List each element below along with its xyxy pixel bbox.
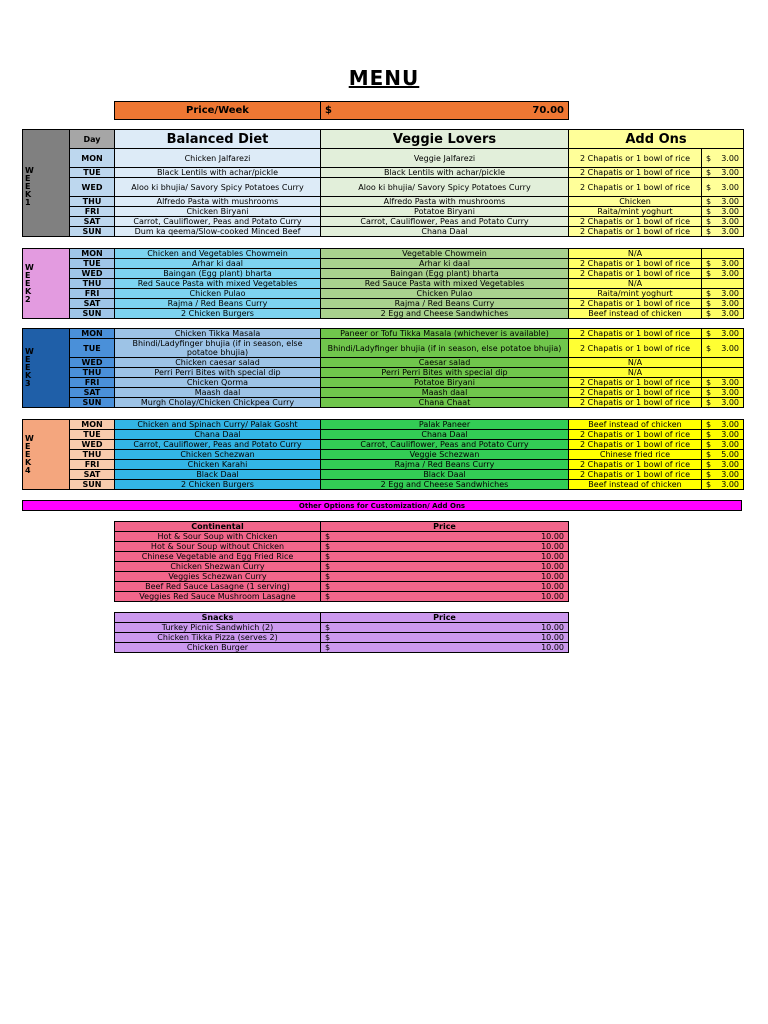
veggie-lovers-cell: Chicken Pulao [321, 289, 569, 299]
amount: 3.00 [721, 343, 739, 353]
price-currency: $ [325, 105, 332, 116]
options-row [115, 562, 569, 572]
add-on-price-cell [702, 289, 744, 299]
week-label-cell [23, 130, 70, 237]
option-price [321, 582, 569, 592]
menu-row [23, 309, 744, 319]
add-on-cell: 2 Chapatis or 1 bowl of rice [569, 440, 702, 450]
amount: 3.00 [721, 309, 739, 318]
add-on-cell: 2 Chapatis or 1 bowl of rice [569, 269, 702, 279]
options-row [115, 623, 569, 633]
option-name: Veggies Schezwan Curry [115, 572, 321, 582]
amount: 3.00 [721, 227, 739, 236]
menu-row [23, 430, 744, 440]
veggie-lovers-cell: Arhar ki daal [321, 259, 569, 269]
balanced-diet-cell: Dum ka qeema/Slow-cooked Minced Beef [115, 227, 321, 237]
amount: 3.00 [721, 269, 739, 278]
week-label: W E E K 2 [25, 262, 34, 304]
veggie-lovers-cell: Potatoe Biryani [321, 207, 569, 217]
balanced-diet-cell: Murgh Cholay/Chicken Chickpea Curry [115, 398, 321, 408]
veggie-lovers-cell: Aloo ki bhujia/ Savory Spicy Potatoes Curry [321, 178, 569, 197]
day-cell: FRI [70, 378, 115, 388]
veggie-lovers-cell: Caesar salad [321, 358, 569, 368]
veggie-lovers-cell: Alfredo Pasta with mushrooms [321, 197, 569, 207]
menu-row [23, 299, 744, 309]
veggie-lovers-cell: Paneer or Tofu Tikka Masala (whichever is available) [321, 329, 569, 339]
option-price [321, 532, 569, 542]
currency: $ [706, 227, 712, 236]
amount: 3.00 [721, 299, 739, 308]
amount: 10.00 [541, 623, 564, 632]
amount: 3.00 [721, 168, 739, 177]
balanced-diet-cell: Arhar ki daal [115, 259, 321, 269]
add-on-price-cell [702, 470, 744, 480]
menu-row [23, 227, 744, 237]
add-on-price-cell [702, 440, 744, 450]
add-on-cell: 2 Chapatis or 1 bowl of rice [569, 227, 702, 237]
option-price [321, 572, 569, 582]
veggie-lovers-cell: Perri Perri Bites with special dip [321, 368, 569, 378]
amount: 10.00 [541, 542, 564, 551]
currency: $ [325, 552, 331, 561]
currency: $ [706, 259, 712, 268]
currency: $ [325, 542, 331, 551]
menu-row [23, 168, 744, 178]
week-table [22, 328, 744, 408]
week-label-cell [23, 329, 70, 408]
other-options-banner: Other Options for Customization/ Add Ons [22, 500, 742, 511]
amount: 10.00 [541, 592, 564, 601]
menu-row [23, 279, 744, 289]
day-cell: SUN [70, 309, 115, 319]
veggie-lovers-cell: Bhindi/Ladyfinger bhujia (if in season, else potatoe bhujia) [321, 339, 569, 358]
option-name: Hot & Sour Soup without Chicken [115, 542, 321, 552]
currency: $ [706, 480, 712, 489]
add-on-cell: Beef instead of chicken [569, 420, 702, 430]
add-on-price-cell [702, 460, 744, 470]
currency: $ [706, 168, 712, 177]
day-cell: THU [70, 197, 115, 207]
balanced-diet-cell: 2 Chicken Burgers [115, 480, 321, 490]
currency: $ [706, 182, 712, 192]
add-on-cell: N/A [569, 358, 702, 368]
day-cell: SAT [70, 217, 115, 227]
option-price [321, 623, 569, 633]
day-cell: WED [70, 269, 115, 279]
add-on-cell: N/A [569, 368, 702, 378]
add-on-cell: 2 Chapatis or 1 bowl of rice [569, 398, 702, 408]
amount: 3.00 [721, 460, 739, 469]
veggie-lovers-cell: Rajma / Red Beans Curry [321, 299, 569, 309]
week-label: W E E K 4 [25, 433, 34, 475]
day-cell: SAT [70, 299, 115, 309]
week-label-cell [23, 249, 70, 319]
amount: 3.00 [721, 420, 739, 429]
amount: 3.00 [721, 289, 739, 298]
add-on-price-cell [702, 450, 744, 460]
amount: 3.00 [721, 217, 739, 226]
amount: 3.00 [721, 259, 739, 268]
amount: 3.00 [721, 207, 739, 216]
options-name-header: Snacks [115, 613, 321, 623]
balanced-diet-cell: Rajma / Red Beans Curry [115, 299, 321, 309]
balanced-diet-cell: Chicken and Vegetables Chowmein [115, 249, 321, 259]
add-on-price-cell [702, 299, 744, 309]
add-on-cell: 2 Chapatis or 1 bowl of rice [569, 378, 702, 388]
currency: $ [706, 470, 712, 479]
week-label: W E E K 1 [25, 166, 34, 207]
currency: $ [706, 289, 712, 298]
menu-row [23, 259, 744, 269]
add-on-price-cell [702, 259, 744, 269]
add-ons-header: Add Ons [569, 130, 744, 149]
currency: $ [706, 217, 712, 226]
balanced-diet-header: Balanced Diet [115, 130, 321, 149]
veggie-lovers-cell: Carrot, Cauliflower, Peas and Potato Curry [321, 440, 569, 450]
balanced-diet-cell: Chicken Qorma [115, 378, 321, 388]
menu-row [23, 460, 744, 470]
menu-row [23, 420, 744, 430]
currency: $ [706, 299, 712, 308]
amount: 3.00 [721, 197, 739, 206]
veggie-lovers-cell: 2 Egg and Cheese Sandwhiches [321, 309, 569, 319]
currency: $ [325, 623, 331, 632]
veggie-lovers-cell: Carrot, Cauliflower, Peas and Potato Curry [321, 217, 569, 227]
amount: 10.00 [541, 633, 564, 642]
add-on-cell: 2 Chapatis or 1 bowl of rice [569, 460, 702, 470]
add-on-price-cell [702, 339, 744, 358]
options-name-header: Continental [115, 522, 321, 532]
currency: $ [325, 633, 331, 642]
option-price [321, 562, 569, 572]
option-name: Chinese Vegetable and Egg Fried Rice [115, 552, 321, 562]
veggie-lovers-cell: Chana Chaat [321, 398, 569, 408]
day-header: Day [70, 130, 115, 149]
add-on-price-cell [702, 279, 744, 289]
veggie-lovers-cell: Veggie Jalfarezi [321, 149, 569, 168]
menu-row [23, 217, 744, 227]
day-cell: THU [70, 450, 115, 460]
day-cell: SUN [70, 227, 115, 237]
currency: $ [706, 450, 712, 459]
amount: 3.00 [721, 398, 739, 407]
week-label-cell [23, 420, 70, 490]
menu-row [23, 398, 744, 408]
add-on-price-cell [702, 309, 744, 319]
options-row [115, 572, 569, 582]
veggie-lovers-cell: Chana Daal [321, 430, 569, 440]
currency: $ [706, 269, 712, 278]
menu-row [23, 470, 744, 480]
balanced-diet-cell: Chicken caesar salad [115, 358, 321, 368]
currency: $ [706, 430, 712, 439]
balanced-diet-cell: Black Daal [115, 470, 321, 480]
add-on-price-cell [702, 149, 744, 168]
currency: $ [706, 378, 712, 387]
add-on-cell: 2 Chapatis or 1 bowl of rice [569, 259, 702, 269]
add-on-cell: 2 Chapatis or 1 bowl of rice [569, 168, 702, 178]
day-cell: THU [70, 368, 115, 378]
amount: 10.00 [541, 552, 564, 561]
amount: 3.00 [721, 182, 739, 192]
menu-row [23, 249, 744, 259]
day-cell: THU [70, 279, 115, 289]
balanced-diet-cell: Chicken Jalfarezi [115, 149, 321, 168]
option-price [321, 643, 569, 653]
amount: 3.00 [721, 329, 739, 338]
amount: 3.00 [721, 153, 739, 163]
day-cell: WED [70, 178, 115, 197]
currency: $ [325, 592, 331, 601]
options-header-row [115, 522, 569, 532]
currency: $ [706, 207, 712, 216]
add-on-price-cell [702, 480, 744, 490]
balanced-diet-cell: Red Sauce Pasta with mixed Vegetables [115, 279, 321, 289]
veggie-lovers-cell: Veggie Schezwan [321, 450, 569, 460]
option-name: Chicken Burger [115, 643, 321, 653]
add-on-cell: 2 Chapatis or 1 bowl of rice [569, 149, 702, 168]
veggie-lovers-cell: Rajma / Red Beans Curry [321, 460, 569, 470]
currency: $ [706, 197, 712, 206]
week-table [22, 248, 744, 319]
menu-row [23, 269, 744, 279]
add-on-cell: 2 Chapatis or 1 bowl of rice [569, 178, 702, 197]
option-price [321, 542, 569, 552]
option-name: Hot & Sour Soup with Chicken [115, 532, 321, 542]
option-name: Veggies Red Sauce Mushroom Lasagne [115, 592, 321, 602]
options-row [115, 592, 569, 602]
balanced-diet-cell: Baingan (Egg plant) bharta [115, 269, 321, 279]
add-on-price-cell [702, 358, 744, 368]
amount: 10.00 [541, 562, 564, 571]
add-on-price-cell [702, 398, 744, 408]
amount: 10.00 [541, 582, 564, 591]
add-on-price-cell [702, 168, 744, 178]
option-price [321, 592, 569, 602]
veggie-lovers-cell: Baingan (Egg plant) bharta [321, 269, 569, 279]
balanced-diet-cell: Maash daal [115, 388, 321, 398]
day-cell: TUE [70, 259, 115, 269]
currency: $ [706, 460, 712, 469]
option-name: Turkey Picnic Sandwhich (2) [115, 623, 321, 633]
currency: $ [325, 572, 331, 581]
menu-row [23, 480, 744, 490]
menu-row [23, 207, 744, 217]
price-week-value [321, 102, 569, 120]
day-cell: SUN [70, 398, 115, 408]
currency: $ [706, 388, 712, 397]
veggie-lovers-cell: Maash daal [321, 388, 569, 398]
options-row [115, 552, 569, 562]
menu-row [23, 329, 744, 339]
price-week-label: Price/Week [115, 102, 321, 120]
options-row [115, 542, 569, 552]
menu-row [23, 368, 744, 378]
day-cell: SAT [70, 470, 115, 480]
balanced-diet-cell: Chicken Schezwan [115, 450, 321, 460]
balanced-diet-cell: Chana Daal [115, 430, 321, 440]
day-cell: SAT [70, 388, 115, 398]
menu-row [23, 378, 744, 388]
header-row [23, 130, 744, 149]
day-cell: FRI [70, 207, 115, 217]
day-cell: WED [70, 440, 115, 450]
day-cell: WED [70, 358, 115, 368]
balanced-diet-cell: Bhindi/Ladyfinger bhujia (if in season, else potatoe bhujia) [115, 339, 321, 358]
continental-table [114, 521, 569, 602]
amount: 3.00 [721, 480, 739, 489]
week-label: W E E K 3 [25, 347, 34, 388]
add-on-price-cell [702, 430, 744, 440]
veggie-lovers-cell: Palak Paneer [321, 420, 569, 430]
day-cell: TUE [70, 339, 115, 358]
balanced-diet-cell: Aloo ki bhujia/ Savory Spicy Potatoes Curry [115, 178, 321, 197]
option-name: Beef Red Sauce Lasagne (1 serving) [115, 582, 321, 592]
menu-row [23, 289, 744, 299]
currency: $ [706, 343, 712, 353]
currency: $ [706, 329, 712, 338]
amount: 10.00 [541, 643, 564, 652]
add-on-cell: 2 Chapatis or 1 bowl of rice [569, 388, 702, 398]
currency: $ [706, 309, 712, 318]
currency: $ [706, 153, 712, 163]
day-cell: TUE [70, 168, 115, 178]
currency: $ [706, 398, 712, 407]
day-cell: MON [70, 249, 115, 259]
week-table [22, 129, 744, 237]
add-on-cell: N/A [569, 279, 702, 289]
balanced-diet-cell: Alfredo Pasta with mushrooms [115, 197, 321, 207]
veggie-lovers-cell: Chana Daal [321, 227, 569, 237]
veggie-lovers-cell: Red Sauce Pasta with mixed Vegetables [321, 279, 569, 289]
option-name: Chicken Shezwan Curry [115, 562, 321, 572]
add-on-price-cell [702, 178, 744, 197]
price-per-week-table [114, 101, 569, 120]
add-on-price-cell [702, 217, 744, 227]
veggie-lovers-cell: 2 Egg and Cheese Sandwhiches [321, 480, 569, 490]
add-on-cell: 2 Chapatis or 1 bowl of rice [569, 329, 702, 339]
day-cell: MON [70, 149, 115, 168]
currency: $ [706, 420, 712, 429]
add-on-cell: N/A [569, 249, 702, 259]
option-name: Chicken Tikka Pizza (serves 2) [115, 633, 321, 643]
add-on-price-cell [702, 227, 744, 237]
currency: $ [325, 532, 331, 541]
option-price [321, 552, 569, 562]
options-row [115, 633, 569, 643]
currency: $ [706, 440, 712, 449]
menu-row [23, 178, 744, 197]
day-cell: MON [70, 420, 115, 430]
currency: $ [325, 562, 331, 571]
add-on-cell: Raita/mint yoghurt [569, 289, 702, 299]
balanced-diet-cell: Chicken Karahi [115, 460, 321, 470]
menu-row [23, 149, 744, 168]
add-on-price-cell [702, 388, 744, 398]
day-cell: SUN [70, 480, 115, 490]
veggie-lovers-cell: Black Daal [321, 470, 569, 480]
add-on-cell: Beef instead of chicken [569, 309, 702, 319]
add-on-price-cell [702, 197, 744, 207]
add-on-cell: Chinese fried rice [569, 450, 702, 460]
amount: 3.00 [721, 378, 739, 387]
veggie-lovers-header: Veggie Lovers [321, 130, 569, 149]
add-on-cell: Chicken [569, 197, 702, 207]
add-on-price-cell [702, 207, 744, 217]
add-on-price-cell [702, 378, 744, 388]
week-table [22, 419, 744, 490]
menu-row [23, 388, 744, 398]
menu-row [23, 450, 744, 460]
menu-row [23, 339, 744, 358]
add-on-cell: 2 Chapatis or 1 bowl of rice [569, 339, 702, 358]
balanced-diet-cell: 2 Chicken Burgers [115, 309, 321, 319]
add-on-cell: Beef instead of chicken [569, 480, 702, 490]
currency: $ [325, 643, 331, 652]
menu-row [23, 440, 744, 450]
balanced-diet-cell: Carrot, Cauliflower, Peas and Potato Curry [115, 440, 321, 450]
amount: 3.00 [721, 470, 739, 479]
add-on-price-cell [702, 368, 744, 378]
day-cell: FRI [70, 289, 115, 299]
veggie-lovers-cell: Black Lentils with achar/pickle [321, 168, 569, 178]
day-cell: TUE [70, 430, 115, 440]
balanced-diet-cell: Carrot, Cauliflower, Peas and Potato Curry [115, 217, 321, 227]
amount: 10.00 [541, 572, 564, 581]
amount: 5.00 [721, 450, 739, 459]
add-on-price-cell [702, 269, 744, 279]
balanced-diet-cell: Perri Perri Bites with special dip [115, 368, 321, 378]
add-on-price-cell [702, 329, 744, 339]
balanced-diet-cell: Chicken Pulao [115, 289, 321, 299]
balanced-diet-cell: Chicken Biryani [115, 207, 321, 217]
page-title: MENU [348, 66, 420, 90]
options-header-row [115, 613, 569, 623]
day-cell: FRI [70, 460, 115, 470]
options-row [115, 532, 569, 542]
snacks-table [114, 612, 569, 653]
price-amount: 70.00 [532, 105, 564, 116]
veggie-lovers-cell: Vegetable Chowmein [321, 249, 569, 259]
options-price-header: Price [321, 613, 569, 623]
add-on-cell: Raita/mint yoghurt [569, 207, 702, 217]
add-on-cell: 2 Chapatis or 1 bowl of rice [569, 430, 702, 440]
balanced-diet-cell: Chicken and Spinach Curry/ Palak Gosht [115, 420, 321, 430]
option-price [321, 633, 569, 643]
currency: $ [325, 582, 331, 591]
add-on-cell: 2 Chapatis or 1 bowl of rice [569, 299, 702, 309]
balanced-diet-cell: Chicken Tikka Masala [115, 329, 321, 339]
amount: 10.00 [541, 532, 564, 541]
menu-row [23, 197, 744, 207]
amount: 3.00 [721, 388, 739, 397]
add-on-price-cell [702, 420, 744, 430]
balanced-diet-cell: Black Lentils with achar/pickle [115, 168, 321, 178]
options-row [115, 643, 569, 653]
amount: 3.00 [721, 440, 739, 449]
add-on-cell: 2 Chapatis or 1 bowl of rice [569, 217, 702, 227]
day-cell: MON [70, 329, 115, 339]
options-row [115, 582, 569, 592]
add-on-price-cell [702, 249, 744, 259]
menu-row [23, 358, 744, 368]
options-price-header: Price [321, 522, 569, 532]
veggie-lovers-cell: Potatoe Biryani [321, 378, 569, 388]
amount: 3.00 [721, 430, 739, 439]
add-on-cell: 2 Chapatis or 1 bowl of rice [569, 470, 702, 480]
